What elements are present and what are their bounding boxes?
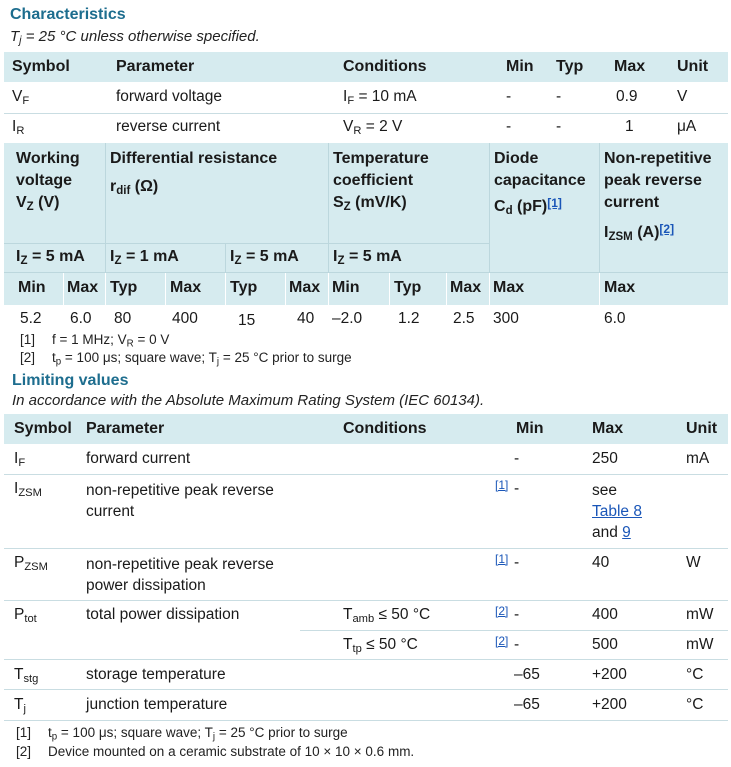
footnote-link-2[interactable]: [2] xyxy=(659,222,675,236)
limit-row-tstg-unit: °C xyxy=(686,666,704,683)
limit-row-ptot-max-1: 400 xyxy=(592,606,618,623)
limit-header-symbol: Symbol xyxy=(14,420,72,437)
char-row-ir-unit: μA xyxy=(677,118,697,135)
limit-row-divider xyxy=(4,548,728,549)
sub-header-max: Max xyxy=(67,279,99,296)
sub-header-max: Max xyxy=(604,279,636,296)
limit-row-tj-symbol: $T_j$ xyxy=(14,696,26,715)
value-cd-max: 300 xyxy=(493,310,519,327)
limit-row-izsm-parameter: non-repetitive peak reverse current xyxy=(86,482,274,520)
char-header-unit: Unit xyxy=(677,58,709,75)
char-row-ir-condition: $V_R = 2$ V xyxy=(343,118,403,137)
limit-row-pzsm-unit: W xyxy=(686,554,701,571)
limit-header-min: Min xyxy=(516,420,544,437)
diode-capacitance-header: Diode capacitance Cd (pF)[1] xyxy=(494,150,586,217)
sub-header-typ: Typ xyxy=(230,279,258,296)
value-rdif-1ma-max: 400 xyxy=(172,310,198,327)
char-row-divider xyxy=(4,113,728,114)
char-footnote-1: [1] f = 1 MHz; $V_R = 0$ V xyxy=(20,332,170,350)
iz-condition: IZ = 5 mA xyxy=(333,248,402,267)
limit-header-max: Max xyxy=(592,420,624,437)
sub-divider xyxy=(446,273,447,305)
limit-row-if-max: 250 xyxy=(592,450,618,467)
char-header-typ: Typ xyxy=(556,58,584,75)
char-row-vf-symbol: $V_F$ xyxy=(12,88,30,107)
limit-row-ptot-condition-2: $T_{tp} \le 50$ °C xyxy=(343,636,418,655)
sub-header-typ: Typ xyxy=(394,279,422,296)
sub-header-max: Max xyxy=(450,279,482,296)
limit-row-izsm-min: - xyxy=(514,480,520,497)
iz-condition: IZ = 1 mA xyxy=(110,248,179,267)
footnote-link-1[interactable]: [1] xyxy=(547,196,562,210)
limit-row-if-unit: mA xyxy=(686,450,710,467)
group-divider xyxy=(225,243,226,272)
limit-row-tstg-min: –65 xyxy=(514,666,540,683)
value-sz-max: 2.5 xyxy=(453,310,475,327)
group-divider xyxy=(105,143,106,272)
limit-row-tj-min: –65 xyxy=(514,696,540,713)
limit-row-divider xyxy=(4,720,728,721)
char-row-ir-min: - xyxy=(506,118,512,135)
char-row-vf-min: - xyxy=(506,88,512,105)
sub-divider xyxy=(105,273,106,305)
char-header-conditions: Conditions xyxy=(343,58,427,75)
char-row-vf-parameter: forward voltage xyxy=(116,88,222,105)
char-row-vf-max: 0.9 xyxy=(616,88,638,105)
limit-row-ptot-max-2: 500 xyxy=(592,636,618,653)
char-header-symbol: Symbol xyxy=(12,58,70,75)
sub-header-min: Min xyxy=(332,279,360,296)
working-voltage-header: Working voltage VZ (V) xyxy=(16,150,80,213)
char-header-max: Max xyxy=(614,58,646,75)
sub-divider xyxy=(599,273,600,305)
table-9-link[interactable]: 9 xyxy=(622,524,631,541)
limit-row-divider xyxy=(4,474,728,475)
limit-row-ptot-unit-1: mW xyxy=(686,606,714,623)
limit-row-ptot-parameter: total power dissipation xyxy=(86,606,240,623)
limit-header-parameter: Parameter xyxy=(86,420,165,437)
limit-row-tj-parameter: junction temperature xyxy=(86,696,228,713)
iz-condition: IZ = 5 mA xyxy=(16,248,85,267)
limit-row-tstg-symbol: $T_{stg}$ xyxy=(14,666,39,685)
limit-row-izsm-max: see Table 8 and 9 xyxy=(592,482,642,541)
iz-condition: IZ = 5 mA xyxy=(230,248,299,267)
limit-row-tstg-parameter: storage temperature xyxy=(86,666,226,683)
limit-ptot-footnote-link-2[interactable]: [2] xyxy=(495,634,509,648)
value-vz-max: 6.0 xyxy=(70,310,92,327)
char-header-min: Min xyxy=(506,58,534,75)
limit-row-ptot-min-2: - xyxy=(514,636,520,653)
sub-header-max: Max xyxy=(289,279,321,296)
limit-header-conditions: Conditions xyxy=(343,420,427,437)
value-izsm-max: 6.0 xyxy=(604,310,626,327)
group-divider xyxy=(4,272,728,273)
limit-footnote-2: [2] Device mounted on a ceramic substrate of 10 × 10 × 0.6 mm. xyxy=(16,744,415,759)
group-divider xyxy=(489,143,490,272)
sub-divider xyxy=(63,273,64,305)
limit-row-if-parameter: forward current xyxy=(86,450,191,467)
limit-row-pzsm-symbol: $P_{ZSM}$ xyxy=(14,554,48,573)
characteristics-condition: $T_j = 25$ °C unless otherwise specified. xyxy=(10,28,260,47)
sub-divider xyxy=(285,273,286,305)
sub-divider xyxy=(225,273,226,305)
limiting-title: Limiting values xyxy=(12,372,129,389)
differential-resistance-header: Differential resistance rdif (Ω) xyxy=(110,150,278,197)
value-sz-min: –2.0 xyxy=(332,310,363,327)
limit-header-unit: Unit xyxy=(686,420,718,437)
char-row-vf-unit: V xyxy=(677,88,688,105)
limit-row-tj-unit: °C xyxy=(686,696,704,713)
sub-header-max: Max xyxy=(493,279,525,296)
value-sz-typ: 1.2 xyxy=(398,310,420,327)
char-footnote-2: [2] $t_p = 100$ μs; square wave; $T_j = 25$ °C prior to surge xyxy=(20,350,352,368)
sub-header-typ: Typ xyxy=(110,279,138,296)
limit-row-ptot-condition-1: $T_{amb} \le 50$ °C xyxy=(343,606,431,625)
value-vz-min: 5.2 xyxy=(20,310,42,327)
limit-row-tstg-max: +200 xyxy=(592,666,627,683)
limit-ptot-footnote-link-1[interactable]: [2] xyxy=(495,604,509,618)
char-row-ir-parameter: reverse current xyxy=(116,118,221,135)
limit-row-ptot-unit-2: mW xyxy=(686,636,714,653)
limit-row-divider xyxy=(4,600,728,601)
sub-header-max: Max xyxy=(170,279,202,296)
limit-row-tj-max: +200 xyxy=(592,696,627,713)
limit-row-divider xyxy=(4,689,728,690)
characteristics-title: Characteristics xyxy=(10,6,126,23)
limit-row-ptot-min-1: - xyxy=(514,606,520,623)
limit-row-if-symbol: $I_F$ xyxy=(14,450,26,469)
char-row-vf-condition: $I_F = 10$ mA xyxy=(343,88,417,107)
sub-divider xyxy=(328,273,329,305)
limiting-subtitle: In accordance with the Absolute Maximum Rating System (IEC 60134). xyxy=(12,392,485,409)
char-row-vf-typ: - xyxy=(556,88,562,105)
sub-divider xyxy=(389,273,390,305)
limit-row-pzsm-max: 40 xyxy=(592,554,610,571)
temperature-coefficient-header: Temperature coefficient SZ (mV/K) xyxy=(333,150,429,213)
group-divider xyxy=(599,143,600,272)
char-row-ir-max: 1 xyxy=(625,118,634,135)
limit-row-if-min: - xyxy=(514,450,520,467)
limit-row-pzsm-min: - xyxy=(514,554,520,571)
non-repetitive-current-header: Non-repetitive peak reverse current IZSM (A)[2] xyxy=(604,150,712,243)
sub-divider xyxy=(165,273,166,305)
limit-row-ptot-symbol: $P_{tot}$ xyxy=(14,606,37,625)
limit-row-divider xyxy=(4,659,728,660)
group-divider xyxy=(328,143,329,272)
value-rdif-5ma-typ: 15 xyxy=(238,312,256,329)
limit-row-pzsm-parameter: non-repetitive peak reverse power dissipation xyxy=(86,556,274,594)
sub-divider xyxy=(489,273,490,305)
table-8-link[interactable]: Table 8 xyxy=(592,503,642,520)
char-header-parameter: Parameter xyxy=(116,58,195,75)
group-divider xyxy=(4,243,489,244)
char-row-ir-symbol: $I_R$ xyxy=(12,118,25,137)
char-row-ir-typ: - xyxy=(556,118,562,135)
limit-pzsm-footnote-link[interactable]: [1] xyxy=(495,552,509,566)
value-rdif-1ma-typ: 80 xyxy=(114,310,132,327)
limit-row-izsm-symbol: $I_{ZSM}$ xyxy=(14,480,42,499)
value-rdif-5ma-max: 40 xyxy=(297,310,315,327)
limit-row-divider xyxy=(300,630,728,631)
limit-izsm-footnote-link[interactable]: [1] xyxy=(495,478,509,492)
sub-header-min: Min xyxy=(18,279,46,296)
limit-footnote-1: [1] $t_p = 100$ μs; square wave; $T_j = 25$ °C prior to surge xyxy=(16,725,348,743)
